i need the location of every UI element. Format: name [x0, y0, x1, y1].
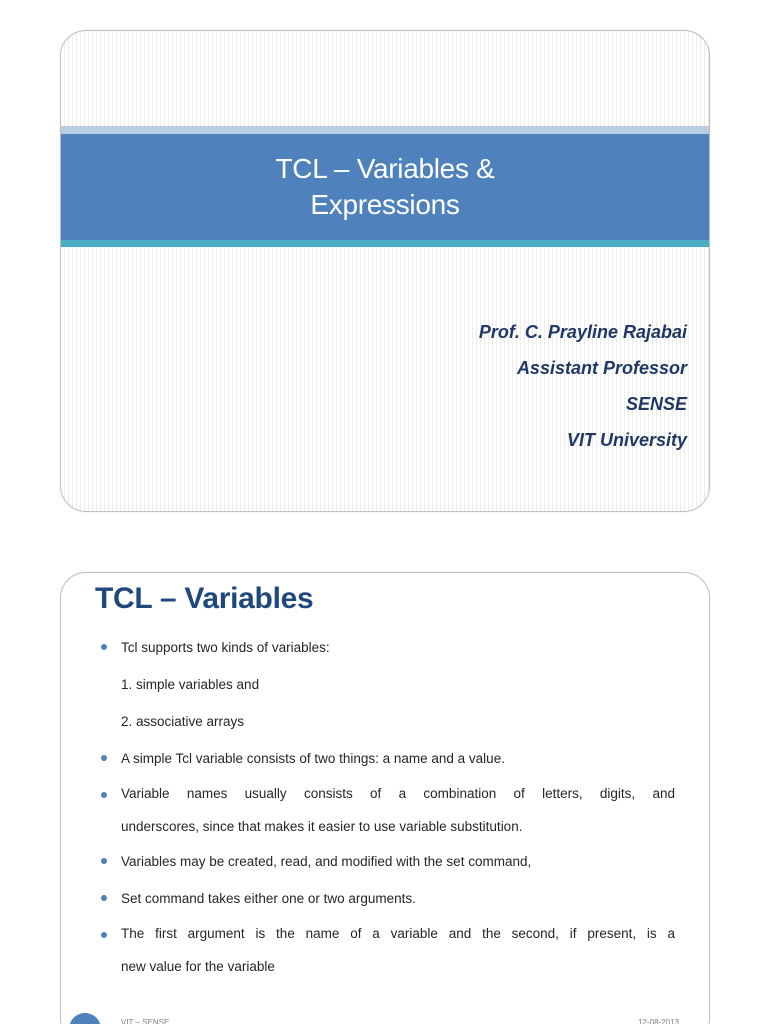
bullet-text: The first argument is the name of a variable and the second, if present, is a [121, 926, 675, 941]
footer-circle-icon [69, 1013, 101, 1024]
slide-title-line-1: TCL – Variables & [275, 153, 495, 184]
slide-title [61, 151, 709, 223]
bullet-text: Set command takes either one or two arguments. [121, 891, 416, 906]
content-slide [60, 572, 710, 1024]
title-band-top [61, 126, 709, 134]
list-item [101, 880, 675, 917]
bullet-text: Variables may be created, read, and modified with the set command, [121, 854, 532, 869]
author-name: Prof. C. Prayline Rajabai [478, 322, 687, 342]
bullet-text: Variable names usually consists of a combination of letters, digits, and [121, 786, 675, 801]
sub-list-item: 2. associative arrays [121, 714, 245, 729]
bullet-text: Tcl supports two kinds of variables: [121, 640, 330, 655]
list-item [101, 777, 675, 843]
slide-heading: TCL – Variables [95, 582, 314, 615]
sub-list-item: 1. simple variables and [121, 677, 260, 692]
bullet-text: A simple Tcl variable consists of two things: a name and a value. [121, 751, 505, 766]
bullet-text-continued: new value for the variable [121, 959, 275, 974]
bullet-icon [101, 858, 107, 864]
bullet-icon [101, 895, 107, 901]
list-item [101, 843, 675, 880]
author-designation: Assistant Professor [516, 358, 687, 378]
title-band-bottom [61, 240, 709, 247]
bullet-list [101, 629, 675, 983]
bullet-icon [101, 755, 107, 761]
footer-date: 12-08-2013 [638, 1018, 679, 1024]
bullet-icon [101, 792, 107, 798]
author-block [479, 314, 687, 458]
list-item [101, 740, 675, 777]
title-slide [60, 30, 710, 512]
author-school: SENSE [625, 394, 687, 414]
footer-label: VIT – SENSE [121, 1018, 170, 1024]
list-item [101, 629, 675, 666]
list-item [101, 917, 675, 983]
slide-title-line-2: Expressions [310, 189, 460, 220]
author-university: VIT University [566, 430, 687, 450]
bullet-icon [101, 932, 107, 938]
bullet-text-continued: underscores, since that makes it easier to use variable substitution. [121, 819, 523, 834]
bullet-icon [101, 644, 107, 650]
